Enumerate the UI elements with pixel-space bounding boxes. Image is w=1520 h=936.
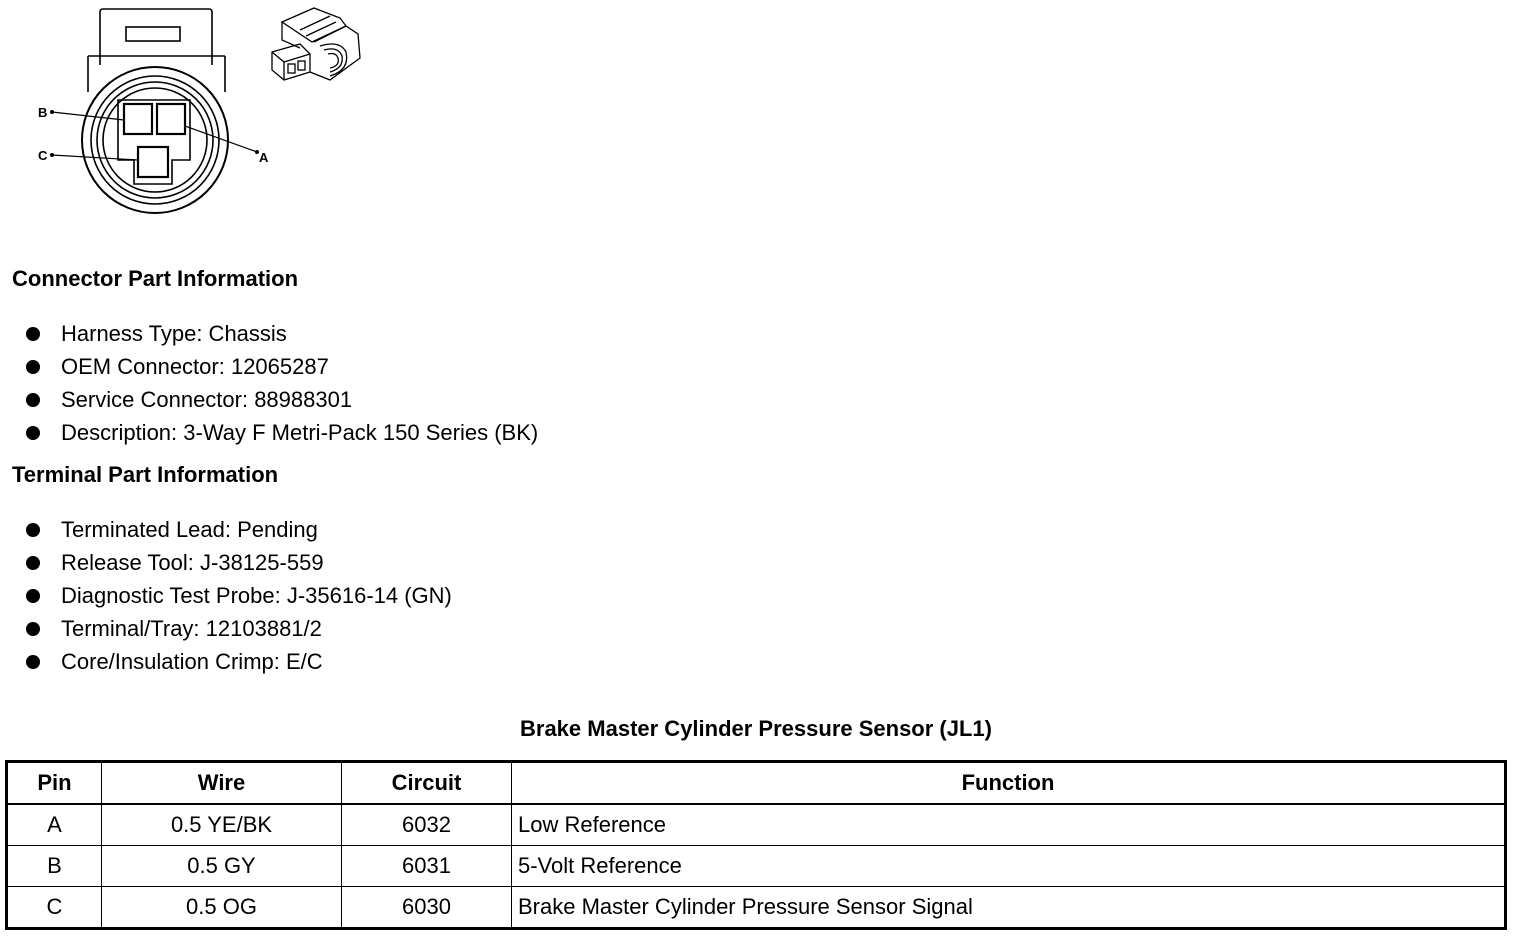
column-header-function: Function xyxy=(512,762,1506,805)
bullet-icon xyxy=(26,393,40,407)
column-header-wire: Wire xyxy=(102,762,342,805)
bullet-icon xyxy=(26,556,40,570)
list-item-text: Terminated Lead: Pending xyxy=(61,517,318,542)
column-header-circuit: Circuit xyxy=(342,762,512,805)
cell-function: 5-Volt Reference xyxy=(512,846,1506,887)
cell-pin: A xyxy=(7,804,102,846)
list-item-text: Service Connector: 88988301 xyxy=(61,387,353,412)
table-row xyxy=(7,846,1506,887)
connector-part-info-heading: Connector Part Information xyxy=(12,266,299,291)
pin-table xyxy=(5,760,1507,930)
cell-wire: 0.5 GY xyxy=(102,846,342,887)
connector-latch-window xyxy=(126,27,180,41)
bullet-icon xyxy=(26,360,40,374)
pin-a-cavity xyxy=(157,104,185,134)
cell-wire: 0.5 YE/BK xyxy=(102,804,342,846)
list-item-text: Terminal/Tray: 12103881/2 xyxy=(61,616,322,641)
cell-circuit: 6030 xyxy=(342,887,512,929)
cell-pin: B xyxy=(7,846,102,887)
list-item-text: Core/Insulation Crimp: E/C xyxy=(61,649,323,674)
pin-b-cavity xyxy=(124,104,152,134)
pin-c-leader xyxy=(52,155,138,160)
cell-circuit: 6032 xyxy=(342,804,512,846)
list-item xyxy=(26,513,452,546)
list-item-text: Harness Type: Chassis xyxy=(61,321,287,346)
bullet-icon xyxy=(26,589,40,603)
list-item-text: Diagnostic Test Probe: J-35616-14 (GN) xyxy=(61,583,452,608)
cell-pin: C xyxy=(7,887,102,929)
list-item xyxy=(26,383,538,416)
pin-c-label: C xyxy=(38,148,48,163)
bullet-icon xyxy=(26,622,40,636)
list-item-text: Release Tool: J-38125-559 xyxy=(61,550,324,575)
cell-function: Brake Master Cylinder Pressure Sensor Signal xyxy=(512,887,1506,929)
column-header-pin: Pin xyxy=(7,762,102,805)
list-item xyxy=(26,317,538,350)
terminal-part-info-heading: Terminal Part Information xyxy=(12,462,279,487)
list-item xyxy=(26,579,452,612)
list-item-text: OEM Connector: 12065287 xyxy=(61,354,329,379)
list-item xyxy=(26,546,452,579)
bullet-icon xyxy=(26,523,40,537)
cell-function: Low Reference xyxy=(512,804,1506,846)
table-row xyxy=(7,887,1506,929)
list-item xyxy=(26,645,452,678)
terminal-part-info-list xyxy=(26,513,452,678)
list-item xyxy=(26,612,452,645)
table-row xyxy=(7,804,1506,846)
pin-b-label: B xyxy=(38,105,48,120)
bullet-icon xyxy=(26,426,40,440)
bullet-icon xyxy=(26,327,40,341)
bullet-icon xyxy=(26,655,40,669)
pin-c-cavity xyxy=(138,147,168,177)
pin-cavity-outline xyxy=(118,100,190,184)
cell-wire: 0.5 OG xyxy=(102,887,342,929)
table-title: Brake Master Cylinder Pressure Sensor (JL1) xyxy=(520,716,992,741)
pin-a-label: A xyxy=(259,150,269,165)
pin-a-leader xyxy=(185,126,257,152)
connector-outer-ring xyxy=(82,67,228,213)
list-item-text: Description: 3-Way F Metri-Pack 150 Series (BK) xyxy=(61,420,539,445)
connector-isometric-icon xyxy=(272,8,360,80)
connector-part-info-list xyxy=(26,317,538,449)
table-header-row xyxy=(7,762,1506,805)
list-item xyxy=(26,416,538,449)
connector-diagram xyxy=(0,0,380,225)
cell-circuit: 6031 xyxy=(342,846,512,887)
list-item xyxy=(26,350,538,383)
